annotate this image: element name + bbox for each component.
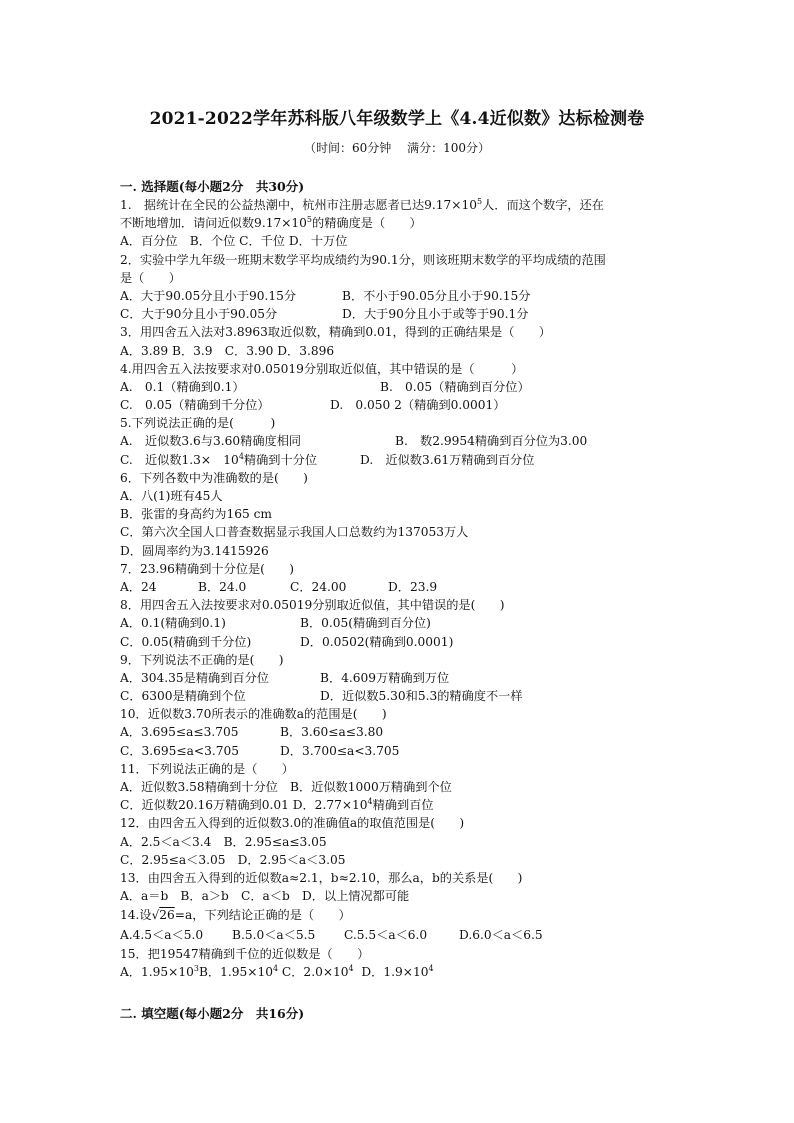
question-13-options: A．a＝b B．a＞b C．a＜b D．以上情况都可能	[120, 889, 410, 904]
question-4-options: A. 0.1（精确到0.1） B. 0.05（精确到百分位）	[120, 379, 530, 394]
question-7: 7．23.96精确到十分位是( )	[120, 561, 295, 576]
question-11: 11．下列说法正确的是（ ）	[120, 761, 294, 776]
question-1-options: A．百分位 B．个位 C．千位 D．十万位	[120, 234, 348, 249]
question-15-options: A．$1.95\times 10^3B$．$1.95\times 10^4$ C．$2.0\times 10^4$ D．$1.9\times 10^4$	[120, 963, 434, 979]
question-list: 1. 据统计在全民的公益热潮中，杭州市注册志愿者已达$9.17\times 10^5$人．而这个数字，还在 不断地增加．请问近似数$9.17\times 10^5$的精确度是（ ） A．百分位 B．个位 C．千位 D．十万位 2．实验中学九年级一班期末数学平均成绩约为90.1分，则该班期末数学的平均成绩的范围 是（ ） A．大于90.05分且小于90.15分 B．不小于90.05分且小于90.15分 C．大于90分且小于90.05分 D．大于90分且小于或等于90.1分 3．用四舍五入法对3.8963取近似数，精确到0.01，得到的正确结果是（ ） A．3.89 B．3.9 C．3.90 D．3.896 4.用四舍五入法按要求对0.05019分别取近似值，其中错误的是（ ） A. 0.1（精确到0.1） B. 0.05（精确到百分位） C. 0.05（精确到千分位） D. 0.050 2（精确到0.0001） 5.下列说法正确的是( ) A. 近似数3.6与3.60精确度相同 B. 数2.9954精确到百分位为3.00 C. 近似数1.3× $10^4$精确到十分位 D. 近似数3.61万精确到百分位 6．下列各数中为准确数的是( ) A．八(1)班有45人 B．张雷的身高约为165 cm C．第六次全国人口普查数据显示我国人口总数约为137053万人 D．圆周率约为3.1415926 7．23.96精确到十分位是( ) A．24 B．24.0 C．24.00 D．23.9 8．用四舍五入法按要求对0.05019分别取近似值，其中错误的是( ) A．0.1(精确到0.1) B．0.05(精确到百分位) C．0.05(精确到千分位) D．0.0502(精确到0.0001) 9．下列说法不正确的是( ) A．304.35是精确到百分位 B．4.609万精确到万位 C．6300是精确到个位 D．近似数5.30和5.3的精确度不一样 10．近似数3.70所表示的准确数a的范围是( ) A．3.695≤a≤3.705 B．3.60≤a≤3.80 C．3.695≤a<3.705 D．3.700≤a<3.705 11．下列说法正确的是（ ） A．近似数3.58精确到十分位 B．近似数1000万精确到个位 C．近似数20.16万精确到0.01 D．$2.77\times 10^4$精确到百位 12．由四舍五入得到的近似数3.0的准确值a的取值范围是( ) A．2.5＜a＜3.4 B．2.95≤a≤3.05 C．2.95≤a＜3.05 D．2.95＜a＜3.05 13．由四舍五入得到的近似数a≈2.1，b≈2.10，那么a，b的关系是( ) A．a＝b B．a＞b C．a＜b D．以上情况都可能 14.设√26=a，下列结论正确的是（ ） A.4.5＜a＜5.0 B.5.0＜a＜5.5 C.5.5＜a＜6.0 D.6.0＜a＜6.5 15．把19547精确到千位的近似数是（ ） A．$1.95\times 10^3B$．$1.95\times 10^4$ C．$2.0\times 10^4$ D．$1.9\times 10^4$	[120, 196, 690, 981]
question-12-options: A．2.5＜a＜3.4 B．2.95≤a≤3.05	[120, 834, 327, 849]
question-9-options: A．304.35是精确到百分位 B．4.609万精确到万位	[120, 670, 450, 685]
question-12: 12．由四舍五入得到的近似数3.0的准确值a的取值范围是( )	[120, 816, 465, 831]
section-heading-fill: 二. 填空题(每小题2分 共16分)	[120, 1006, 305, 1021]
question-5-options: A. 近似数3.6与3.60精确度相同 B. 数2.9954精确到百分位为3.00	[120, 434, 588, 449]
question-8: 8．用四舍五入法按要求对0.05019分别取近似值，其中错误的是( )	[120, 598, 505, 613]
question-11-options: A．近似数3.58精确到十分位 B．近似数1000万精确到个位	[120, 780, 452, 794]
question-2-options: A．大于90.05分且小于90.15分 B．不小于90.05分且小于90.15分	[120, 288, 531, 303]
question-9: 9．下列说法不正确的是( )	[120, 652, 284, 667]
question-13: 13．由四舍五入得到的近似数a≈2.1，b≈2.10，那么a，b的关系是( )	[120, 870, 523, 885]
question-1: 1. 据统计在全民的公益热潮中，杭州市注册志愿者已达$9.17\times 10^5$人．而这个数字，还在	[120, 196, 604, 212]
question-3-options: A．3.89 B．3.9 C．3.90 D．3.896	[120, 343, 335, 358]
question-10: 10．近似数3.70所表示的准确数a的范围是( )	[120, 707, 387, 722]
page-title: 2021-2022学年苏科版八年级数学上《4.4近似数》达标检测卷	[149, 109, 645, 129]
question-10-options: A．3.695≤a≤3.705 B．3.60≤a≤3.80	[120, 725, 384, 740]
exam-info: （时间：60分钟 满分：100分）	[304, 141, 490, 155]
question-6: 6．下列各数中为准确数的是( )	[120, 470, 308, 485]
question-14-options: A.4.5＜a＜5.0 B.5.0＜a＜5.5 C.5.5＜a＜6.0 D.6.0＜a＜6.5	[120, 928, 543, 943]
question-4: 4.用四舍五入法按要求对0.05019分别取近似值，其中错误的是（ ）	[120, 361, 524, 376]
section-heading-choice: 一. 选择题(每小题2分 共30分)	[120, 179, 305, 194]
question-8-options: A．0.1(精确到0.1) B．0.05(精确到百分位)	[120, 616, 431, 631]
question-3: 3．用四舍五入法对3.8963取近似数，精确到0.01，得到的正确结果是（ ）	[120, 325, 551, 340]
question-5: 5.下列说法正确的是( )	[120, 416, 276, 431]
question-2: 2．实验中学九年级一班期末数学平均成绩约为90.1分，则该班期末数学的平均成绩的范围	[120, 252, 606, 267]
question-15: 15．把19547精确到千位的近似数是（ ）	[120, 946, 370, 961]
sqrt-symbol: √	[151, 908, 160, 923]
question-14: 14.设√26=a，下列结论正确的是（ ）	[120, 908, 351, 923]
question-7-options: A．24 B．24.0 C．24.00 D．23.9	[120, 579, 438, 594]
